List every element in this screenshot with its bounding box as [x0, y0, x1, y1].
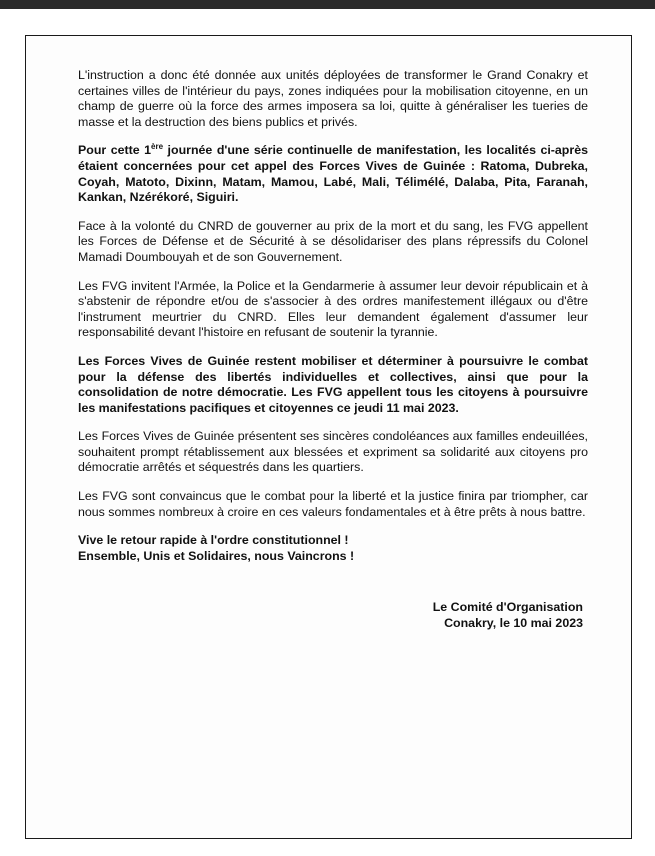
- signature-organisation: Le Comité d'Organisation: [432, 600, 583, 614]
- ordinal-superscript: ère: [151, 142, 164, 152]
- paragraph-localities: [78, 143, 588, 205]
- paragraph-instruction: L'instruction a donc été donnée aux unités déployées de transformer le Grand Conakry et certaines villes de l'intérieur du pays, zones indiquées pour la mobilisation citoyenne, en un champ de guerre où la force des armes imposera sa loi, quitte à généraliser les tueries de masse et la destruction des biens publics et privés.: [78, 68, 588, 129]
- closing-slogans: [78, 533, 588, 564]
- document-page: [25, 35, 632, 839]
- signature-block: [433, 600, 583, 631]
- paragraph-localities-rest: journée d'une série continuelle de manifestation, les localités ci-après étaient concernées pour cet appel des Forces Vives de Guinée : Ratoma, Dubreka, Coyah, Matoto, Dixinn, Matam, Mamou, Labé, Mali, Télimélé, Dalaba, Pita, Faranah, Kankan, Nzérékoré, Siguiri.: [78, 143, 588, 205]
- document-body: [78, 68, 588, 564]
- paragraph-mobilisation: Les Forces Vives de Guinée restent mobiliser et déterminer à poursuivre le combat pour la défense des libertés individuelles et collectives, ainsi que pour la consolidation de notre démocratie. Les FVG appellent tous les citoyens à poursuivre les manifestations pacifiques et citoyennes ce jeudi 11 mai 2023.: [78, 353, 588, 415]
- closing-line-2: Ensemble, Unis et Solidaires, nous Vaincrons !: [78, 548, 355, 563]
- paragraph-army: Les FVG invitent l'Armée, la Police et la Gendarmerie à assumer leur devoir républicain et à s'abstenir de répondre et/ou de s'associer à des ordres manifestement illégaux ou d'être l'instrument meurtrier du CNRD. Elles leur demandent également d'assumer leur responsabilité devant l'histoire en refusant de soutenir la tyrannie.: [78, 278, 588, 340]
- paragraph-conviction: Les FVG sont convaincus que le combat pour la liberté et la justice finira par triompher, car nous sommes nombreux à croire en ces valeurs fondamentales et à être prêts à nous battre.: [78, 489, 588, 519]
- paragraph-localities-prefix: Pour cette 1: [78, 143, 152, 158]
- signature-date: Conakry, le 10 mai 2023: [444, 615, 583, 630]
- paragraph-condolences: Les Forces Vives de Guinée présentent ses sincères condoléances aux familles endeuillées, souhaitent prompt rétablissement aux blessées et expriment sa solidarité aux citoyens pro démocratie arrêtés et séquestrés dans les quartiers.: [78, 429, 588, 475]
- closing-line-1: Vive le retour rapide à l'ordre constitutionnel !: [78, 533, 349, 548]
- paragraph-cnrd: Face à la volonté du CNRD de gouverner au prix de la mort et du sang, les FVG appellent les Forces de Défense et de Sécurité à se désolidariser des plans répressifs du Colonel Mamadi Doumbouyah et de son Gouvernement.: [78, 218, 588, 264]
- top-bar: [0, 0, 655, 9]
